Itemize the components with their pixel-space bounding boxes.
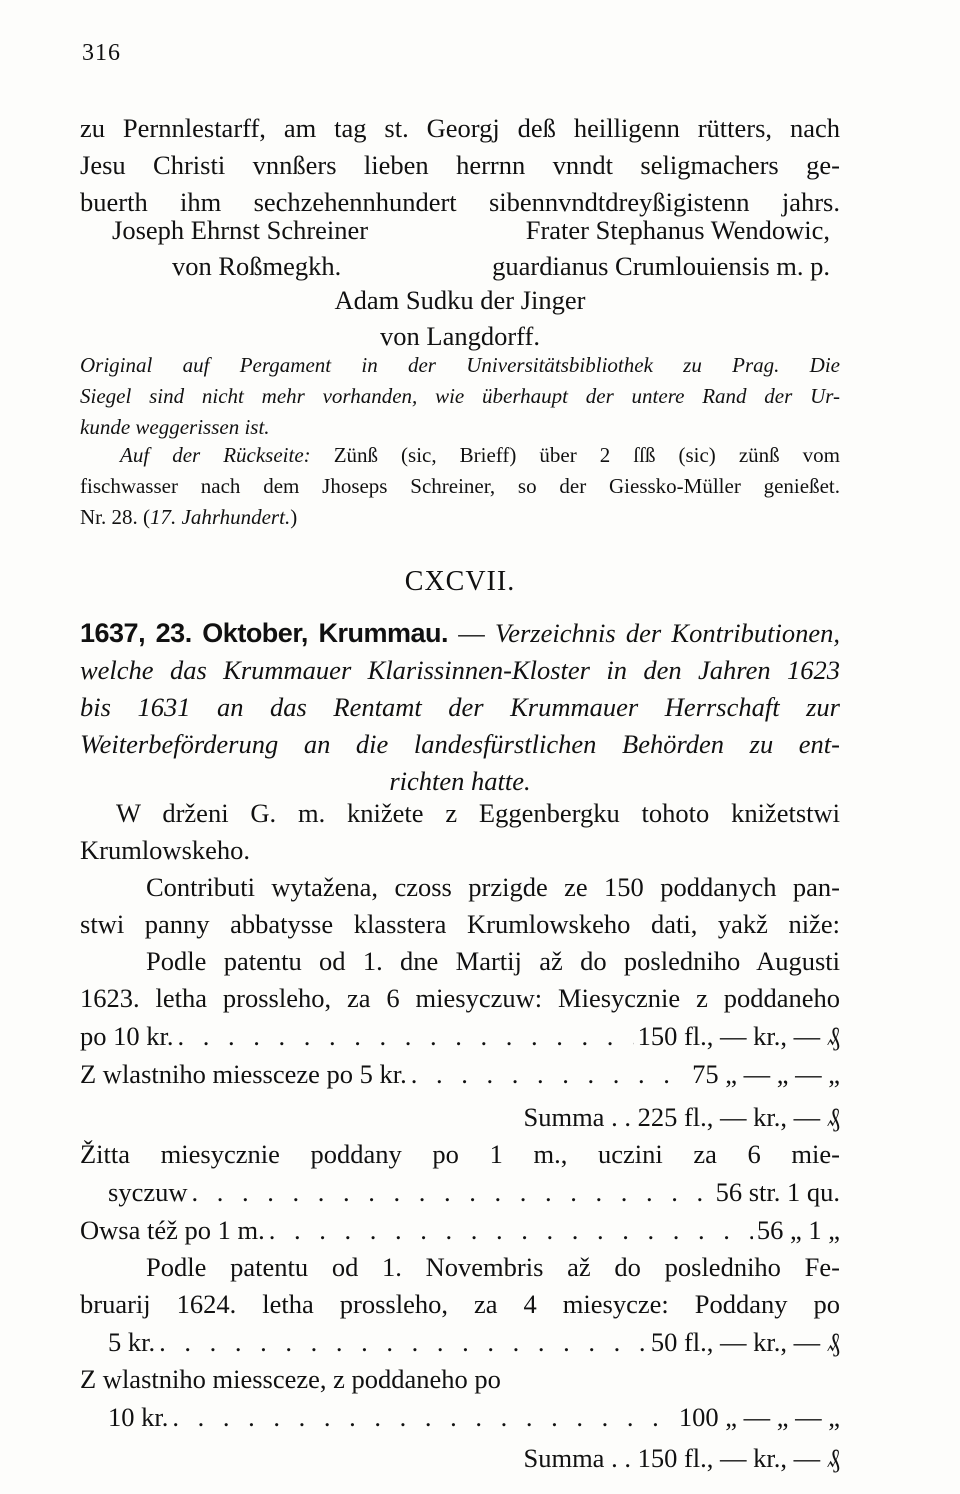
body-line: bruarij 1624. letha prossleho, za 4 miesycze: Poddany po (80, 1289, 840, 1319)
body-line: Krumlowskeho. (80, 835, 251, 865)
heading-date-place: 1637, 23. Oktober, Krummau. (80, 618, 448, 648)
body-line: Žitta miesycznie poddany po 1 m., uczini za 6 mie- (80, 1139, 840, 1169)
reverse-number: Nr. 28. ( (80, 505, 150, 529)
leader-dots (172, 1398, 674, 1436)
ledger-amount: 56 str. 1 qu. (715, 1177, 840, 1207)
summa-line: Summa . . 150 fl., — kr., — ₰ (523, 1443, 840, 1473)
ledger-label: po 10 kr. (80, 1021, 174, 1051)
signature-left-title: von Roßmegkh. (172, 251, 342, 281)
ledger-row (80, 1173, 840, 1211)
reverse-label: Auf der Rückseite: (120, 443, 311, 467)
document-heading (80, 615, 840, 800)
ledger-amount: 50 fl., — kr., — ₰ (650, 1327, 840, 1357)
page-number: 316 (82, 40, 121, 66)
ledger-amount: 75 „ — „ — „ (692, 1059, 840, 1089)
ledger-row (80, 1398, 840, 1436)
reverse-text: Zünß (sic, Brieff) über 2 ſſß (sic) zünß vom (333, 443, 840, 467)
text-line: zu Pernnlestarff, am tag st. Georgj deß heilligenn rütters, nach (80, 113, 840, 143)
ledger-amount: 100 „ — „ — „ (678, 1402, 840, 1432)
signature-right-title: guardianus Crumlouiensis m. p. (492, 251, 830, 281)
ledger-label: 5 kr. (108, 1327, 156, 1357)
note-line: kunde weggerissen ist. (80, 415, 270, 439)
ledger-amount: 150 fl., — kr., — ₰ (637, 1021, 840, 1051)
leader-dots (159, 1323, 647, 1361)
heading-line: Weiterbeförderung an die landesfürstlichen Behörden zu ent- (80, 729, 840, 759)
signature-center-title: von Langdorff. (380, 321, 540, 351)
editorial-note (80, 350, 840, 443)
body-text (80, 795, 840, 1017)
reverse-end: ) (290, 505, 298, 529)
signature-center-name: Adam Sudku der Jinger (334, 285, 586, 315)
ledger-amount: 56 „ 1 „ (756, 1215, 840, 1245)
body-line: Contributi wytažena, czoss przigde ze 150 poddanych pan- (146, 872, 840, 902)
ledger-label: 10 kr. (108, 1402, 169, 1432)
body-line: Podle patentu od 1. Novembris až do posledniho Fe- (146, 1252, 840, 1282)
ledger-row (80, 1323, 840, 1361)
summa-line: Summa . . 225 fl., — kr., — ₰ (523, 1102, 840, 1132)
leader-dots (411, 1055, 688, 1093)
text-line: buerth ihm sechzehennhundert sibennvndtdreyßigistenn jahrs. (80, 187, 840, 217)
ledger-label: Z wlastniho miessceze po 5 kr. (80, 1059, 407, 1089)
ledger-row (80, 1211, 840, 1249)
note-line: Original auf Pergament in der Universitätsbibliothek zu Prag. Die (80, 353, 840, 377)
heading-dash: — (447, 618, 495, 648)
body-line: stwi panny abbatysse klasstera Krumlowskeho dati, yakž niže: (80, 909, 840, 939)
reverse-century: 17. Jahrhundert. (150, 505, 291, 529)
ledger-label: Owsa též po 1 m. (80, 1215, 265, 1245)
ledger-section-1 (80, 1017, 840, 1477)
heading-text: Verzeichnis der Kontributionen, (494, 618, 840, 648)
ledger-row (80, 1055, 840, 1093)
section-numeral: CXCVII. (404, 566, 516, 597)
text-line: Jesu Christi vnnßers lieben herrnn vnndt seligmachers ge- (80, 150, 840, 180)
signature-right-name: Frater Stephanus Wendowic, (525, 215, 830, 245)
reverse-note (80, 440, 840, 533)
body-line: Podle patentu od 1. dne Martij až do posledniho Augusti (146, 946, 840, 976)
signature-center (80, 282, 840, 354)
leader-dots (191, 1173, 711, 1211)
heading-line: richten hatte. (389, 766, 531, 796)
signature-left-name: Joseph Ehrnst Schreiner (112, 215, 369, 245)
intro-paragraph (80, 110, 840, 221)
heading-line: bis 1631 an das Rentamt der Krummauer Herrschaft zur (80, 692, 840, 722)
reverse-text-2: fischwasser nach dem Jhoseps Schreiner, so der Giessko-Müller genießet. (80, 474, 840, 498)
body-line: 1623. letha prossleho, za 6 miesyczuw: Miesycznie z poddaneho (80, 983, 840, 1013)
heading-line: welche das Krummauer Klarissinnen-Kloster in den Jahren 1623 (80, 655, 840, 685)
signatures (112, 212, 830, 284)
body-line: W drženi G. m. knižete z Eggenbergku tohoto knižetstwi (116, 798, 840, 828)
leader-dots (178, 1017, 634, 1055)
ledger-row (80, 1017, 840, 1055)
ledger-label: syczuw (108, 1177, 188, 1207)
leader-dots (269, 1211, 753, 1249)
body-line: Z wlastniho miessceze, z poddaneho po (80, 1364, 501, 1394)
note-line: Siegel sind nicht mehr vorhanden, wie überhaupt der untere Rand der Ur- (80, 384, 840, 408)
